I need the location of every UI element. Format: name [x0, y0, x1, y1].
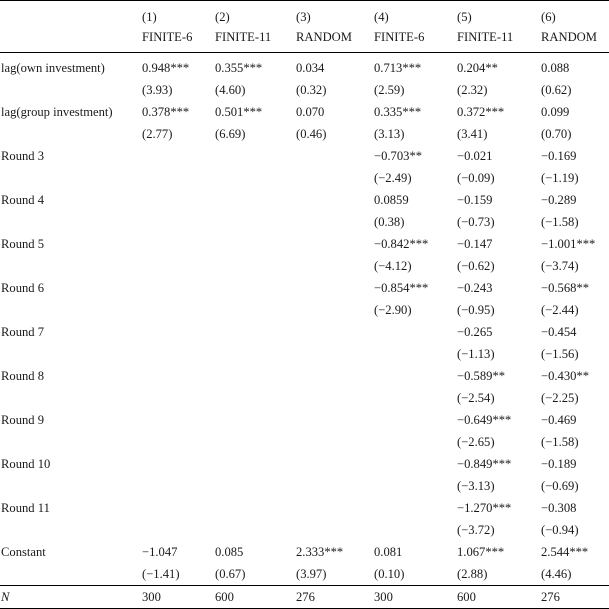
- coefficient-cell: −0.454: [541, 325, 577, 339]
- statistic-cell: [296, 343, 374, 365]
- statistic-cell: (0.10): [374, 563, 457, 586]
- coefficient-row: [0, 53, 609, 80]
- coefficient-cell: −0.308: [541, 501, 577, 515]
- coefficient-cell: [296, 409, 374, 431]
- coefficient-row: [0, 497, 609, 519]
- row-label-blank: [0, 167, 142, 189]
- coefficient-row: [0, 541, 609, 563]
- coefficient-cell: −0.430**: [541, 369, 590, 383]
- header-corner: [0, 1, 142, 27]
- coefficient-cell: [296, 277, 374, 299]
- coefficient-cell: −0.021: [457, 149, 493, 163]
- coefficient-cell: [215, 321, 296, 343]
- coefficient-row: [0, 145, 609, 167]
- statistic-cell: [142, 255, 215, 277]
- coefficient-cell: [142, 145, 215, 167]
- statistic-cell: [296, 431, 374, 453]
- statistic-cell: (−1.58): [541, 435, 579, 449]
- row-label: Round 3: [1, 149, 45, 163]
- coefficient-cell: 0.713***: [374, 61, 422, 75]
- statistic-cell: (−0.09): [457, 171, 495, 185]
- statistic-cell: [215, 387, 296, 409]
- statistic-row: [0, 255, 609, 277]
- statistic-cell: [142, 387, 215, 409]
- statistic-cell: [296, 475, 374, 497]
- statistic-cell: [296, 299, 374, 321]
- statistic-cell: (3.93): [142, 83, 173, 97]
- coefficient-cell: −0.469: [541, 413, 577, 427]
- statistic-cell: (0.46): [296, 127, 327, 141]
- observations-label: N: [0, 586, 142, 609]
- statistic-cell: [142, 343, 215, 365]
- coefficient-cell: [142, 409, 215, 431]
- coefficient-cell: 0.372***: [457, 105, 505, 119]
- coefficient-cell: −1.047: [142, 545, 178, 559]
- column-name: FINITE-6: [142, 27, 215, 53]
- coefficient-cell: [142, 277, 215, 299]
- coefficient-cell: 0.335***: [374, 105, 422, 119]
- coefficient-cell: 0.0859: [374, 193, 409, 207]
- statistic-cell: (−2.54): [457, 391, 495, 405]
- column-number: (5): [457, 10, 472, 24]
- coefficient-row: [0, 453, 609, 475]
- row-label: Round 5: [1, 237, 45, 251]
- statistic-cell: [142, 431, 215, 453]
- statistic-cell: [142, 299, 215, 321]
- coefficient-cell: −0.849***: [457, 457, 512, 471]
- statistic-cell: [296, 255, 374, 277]
- row-label-blank: [0, 475, 142, 497]
- statistic-cell: (2.32): [457, 83, 488, 97]
- statistic-cell: [215, 431, 296, 453]
- statistic-cell: (−0.69): [541, 479, 579, 493]
- statistic-cell: [374, 343, 457, 365]
- statistic-cell: (−3.13): [457, 479, 495, 493]
- column-number: (1): [142, 10, 157, 24]
- statistic-cell: (3.41): [457, 127, 488, 141]
- coefficient-cell: [296, 321, 374, 343]
- column-name: RANDOM: [296, 27, 374, 53]
- coefficient-cell: [296, 453, 374, 475]
- column-name: FINITE-6: [374, 27, 457, 53]
- column-name: FINITE-11: [215, 27, 296, 53]
- statistic-cell: (−1.13): [457, 347, 495, 361]
- statistic-cell: (−2.90): [374, 303, 412, 317]
- statistic-cell: [215, 519, 296, 541]
- statistic-row: [0, 431, 609, 453]
- coefficient-row: [0, 101, 609, 123]
- coefficient-cell: [374, 497, 457, 519]
- statistic-cell: (3.13): [374, 127, 405, 141]
- coefficient-cell: −1.001***: [541, 237, 596, 251]
- coefficient-cell: −0.649***: [457, 413, 512, 427]
- statistic-cell: [374, 519, 457, 541]
- column-number: (6): [541, 10, 556, 24]
- coefficient-row: [0, 233, 609, 255]
- statistic-row: [0, 563, 609, 586]
- coefficient-cell: −0.169: [541, 149, 577, 163]
- column-name-row: [0, 27, 609, 53]
- statistic-cell: (4.46): [541, 563, 609, 586]
- coefficient-row: [0, 321, 609, 343]
- statistic-cell: (0.32): [296, 83, 327, 97]
- coefficient-cell: 0.501***: [215, 105, 263, 119]
- coefficient-cell: [142, 497, 215, 519]
- column-number: (2): [215, 10, 230, 24]
- statistic-row: [0, 299, 609, 321]
- observations-cell: 276: [296, 586, 374, 609]
- statistic-row: [0, 519, 609, 541]
- statistic-cell: (−0.62): [457, 259, 495, 273]
- coefficient-cell: −0.703**: [374, 149, 423, 163]
- coefficient-cell: 0.204**: [457, 61, 498, 75]
- coefficient-cell: [374, 321, 457, 343]
- coefficient-row: [0, 409, 609, 431]
- row-label: Round 4: [1, 193, 45, 207]
- statistic-cell: (−0.94): [541, 523, 579, 537]
- table-body: [0, 53, 609, 609]
- coefficient-cell: 0.378***: [142, 105, 190, 119]
- row-label: Round 9: [1, 413, 45, 427]
- coefficient-cell: −0.265: [457, 325, 493, 339]
- coefficient-cell: [215, 365, 296, 387]
- statistic-row: [0, 475, 609, 497]
- row-label-blank: [0, 255, 142, 277]
- coefficient-cell: [296, 145, 374, 167]
- column-number-row: [0, 1, 609, 27]
- coefficient-cell: [215, 497, 296, 519]
- column-name: FINITE-11: [457, 27, 541, 53]
- statistic-cell: (−4.12): [374, 259, 412, 273]
- statistic-cell: (−1.41): [142, 563, 215, 586]
- statistic-cell: [374, 431, 457, 453]
- header-corner: [0, 27, 142, 53]
- statistic-cell: [374, 475, 457, 497]
- coefficient-cell: −0.159: [457, 193, 493, 207]
- statistic-cell: (−1.19): [541, 171, 579, 185]
- coefficient-cell: [142, 233, 215, 255]
- column-number: (4): [374, 10, 389, 24]
- coefficient-cell: 0.081: [374, 545, 403, 559]
- coefficient-cell: −0.854***: [374, 281, 429, 295]
- coefficient-cell: 0.355***: [215, 61, 263, 75]
- coefficient-cell: −0.589**: [457, 369, 506, 383]
- coefficient-cell: [296, 497, 374, 519]
- row-label: Round 6: [1, 281, 45, 295]
- coefficient-cell: [142, 189, 215, 211]
- coefficient-cell: 0.099: [541, 105, 570, 119]
- coefficient-cell: [142, 365, 215, 387]
- statistic-cell: [215, 299, 296, 321]
- coefficient-cell: −1.270***: [457, 501, 512, 515]
- coefficient-cell: [215, 189, 296, 211]
- coefficient-cell: −0.147: [457, 237, 493, 251]
- statistic-cell: (0.67): [215, 563, 296, 586]
- statistic-cell: [215, 255, 296, 277]
- row-label-blank: [0, 123, 142, 145]
- statistic-cell: [215, 167, 296, 189]
- column-name: RANDOM: [541, 27, 609, 53]
- statistic-cell: (−0.73): [457, 215, 495, 229]
- statistic-cell: (0.62): [541, 83, 572, 97]
- statistic-cell: (−2.65): [457, 435, 495, 449]
- coefficient-cell: [215, 145, 296, 167]
- statistic-cell: [296, 519, 374, 541]
- statistic-row: [0, 167, 609, 189]
- coefficient-cell: −0.842***: [374, 237, 429, 251]
- row-label: Round 8: [1, 369, 45, 383]
- statistic-row: [0, 387, 609, 409]
- statistic-cell: (−2.25): [541, 391, 579, 405]
- row-label: lag(group investment): [1, 105, 113, 119]
- coefficient-cell: 0.034: [296, 61, 325, 75]
- observations-cell: 300: [374, 586, 457, 609]
- coefficient-cell: [215, 277, 296, 299]
- row-label: Round 11: [1, 501, 50, 515]
- row-label: Round 10: [1, 457, 51, 471]
- table-header: [0, 1, 609, 53]
- row-label-blank: [0, 431, 142, 453]
- coefficient-cell: 0.070: [296, 105, 325, 119]
- statistic-cell: (−0.95): [457, 303, 495, 317]
- coefficient-cell: 0.948***: [142, 61, 190, 75]
- coefficient-cell: −0.189: [541, 457, 577, 471]
- statistic-cell: [215, 343, 296, 365]
- row-label: Round 7: [1, 325, 45, 339]
- row-label-blank: [0, 79, 142, 101]
- row-label-blank: [0, 343, 142, 365]
- statistic-cell: (2.59): [374, 83, 405, 97]
- statistic-cell: (−1.56): [541, 347, 579, 361]
- coefficient-cell: [374, 409, 457, 431]
- row-label-blank: [0, 519, 142, 541]
- coefficient-cell: 2.333***: [296, 545, 344, 559]
- statistic-cell: (0.70): [541, 127, 572, 141]
- statistic-row: [0, 123, 609, 145]
- coefficient-cell: −0.568**: [541, 281, 590, 295]
- statistic-cell: [296, 211, 374, 233]
- observations-row: [0, 586, 609, 609]
- statistic-cell: [296, 387, 374, 409]
- statistic-cell: (−3.72): [457, 523, 495, 537]
- coefficient-row: [0, 189, 609, 211]
- statistic-cell: (−1.58): [541, 215, 579, 229]
- statistic-cell: (2.88): [457, 563, 541, 586]
- row-label-blank: [0, 387, 142, 409]
- observations-cell: 276: [541, 586, 609, 609]
- statistic-row: [0, 211, 609, 233]
- statistic-cell: (−3.74): [541, 259, 579, 273]
- statistic-cell: (0.38): [374, 215, 405, 229]
- row-label: Constant: [1, 545, 46, 559]
- row-label-blank: [0, 299, 142, 321]
- coefficient-cell: 0.088: [541, 61, 570, 75]
- coefficient-cell: 1.067***: [457, 545, 505, 559]
- statistic-cell: (−2.49): [374, 171, 412, 185]
- statistic-cell: (3.97): [296, 563, 374, 586]
- coefficient-cell: [296, 189, 374, 211]
- statistic-cell: [296, 167, 374, 189]
- statistic-cell: (2.77): [142, 127, 173, 141]
- observations-cell: 600: [457, 586, 541, 609]
- statistic-cell: [215, 475, 296, 497]
- coefficient-row: [0, 277, 609, 299]
- statistic-cell: (6.69): [215, 127, 246, 141]
- coefficient-cell: [142, 453, 215, 475]
- coefficient-cell: [215, 409, 296, 431]
- statistic-row: [0, 343, 609, 365]
- coefficient-cell: 0.085: [215, 545, 244, 559]
- observations-cell: 600: [215, 586, 296, 609]
- statistic-cell: [142, 167, 215, 189]
- row-label-blank: [0, 563, 142, 586]
- statistic-cell: (−2.44): [541, 303, 579, 317]
- statistic-cell: [142, 211, 215, 233]
- statistic-row: [0, 79, 609, 101]
- statistic-cell: [142, 475, 215, 497]
- statistic-cell: (4.60): [215, 83, 246, 97]
- coefficient-cell: [215, 453, 296, 475]
- coefficient-cell: 2.544***: [541, 545, 589, 559]
- coefficient-cell: −0.243: [457, 281, 493, 295]
- row-label: lag(own investment): [1, 61, 105, 75]
- observations-cell: 300: [142, 586, 215, 609]
- statistic-cell: [215, 211, 296, 233]
- row-label-blank: [0, 211, 142, 233]
- column-number: (3): [296, 10, 311, 24]
- coefficient-cell: [296, 233, 374, 255]
- statistic-cell: [142, 519, 215, 541]
- coefficient-cell: [374, 365, 457, 387]
- coefficient-cell: [215, 233, 296, 255]
- coefficient-cell: −0.289: [541, 193, 577, 207]
- coefficient-cell: [296, 365, 374, 387]
- coefficient-cell: [374, 453, 457, 475]
- coefficient-cell: [142, 321, 215, 343]
- statistic-cell: [374, 387, 457, 409]
- coefficient-row: [0, 365, 609, 387]
